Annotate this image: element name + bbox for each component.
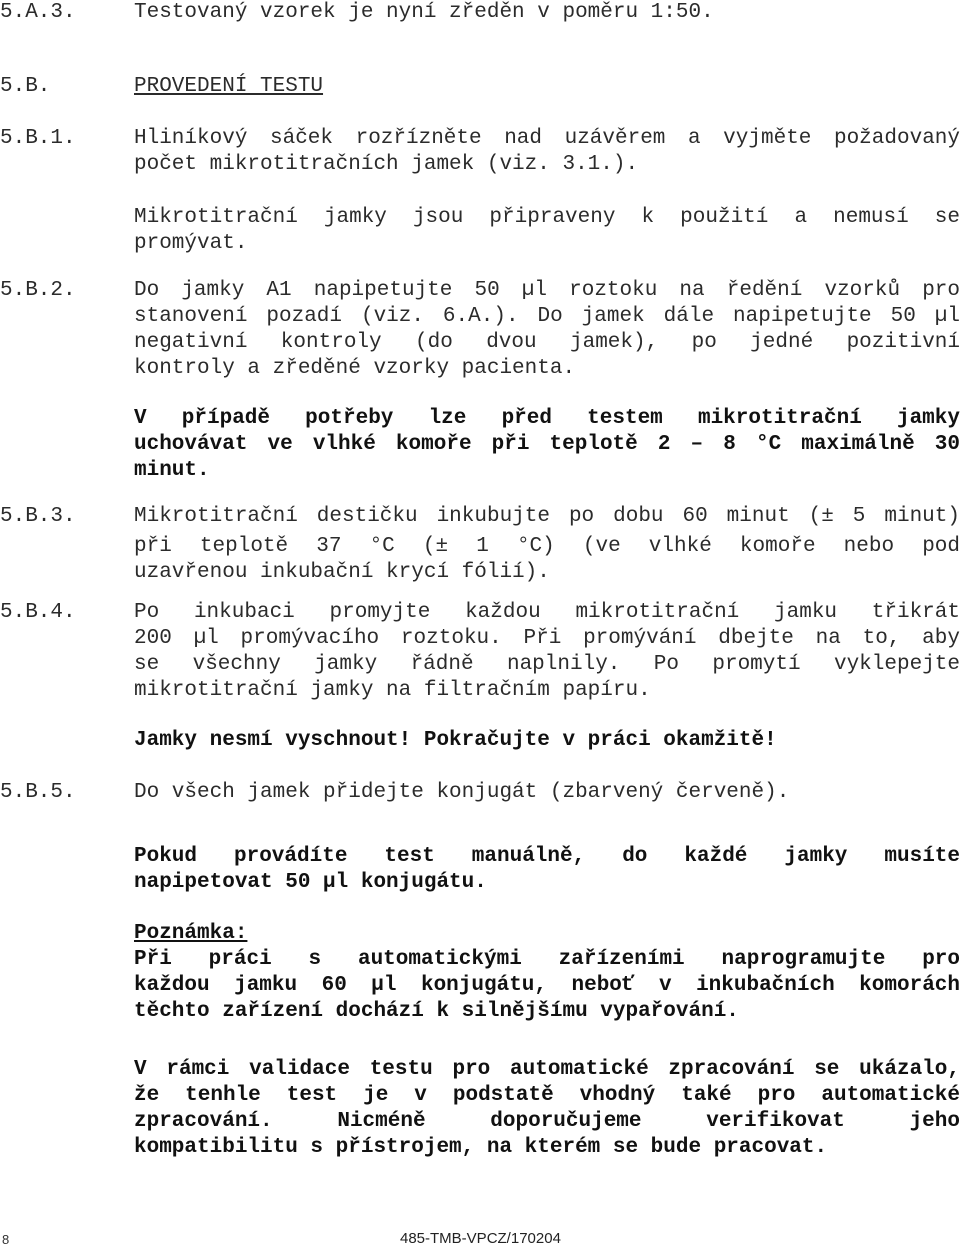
section-line: uzavřenou inkubační krycí fólií). <box>134 561 550 584</box>
note-line: V rámci validace testu pro automatické zpracování se ukázalo, <box>134 1058 960 1081</box>
section-line: Mikrotitrační destičku inkubujte po dobu 60 minut (± 5 minut) <box>134 505 960 528</box>
note-line: Při práci s automatickými zařízeními naprogramujte pro <box>134 948 960 971</box>
bold-warning-line: minut. <box>134 459 210 482</box>
section-line: stanovení pozadí (viz. 6.A.). Do jamek dále napipetujte 50 µl <box>134 305 960 328</box>
section-line: počet mikrotitračních jamek (viz. 3.1.). <box>134 153 639 176</box>
section-number: 5.B. <box>0 75 51 98</box>
bold-warning-line: Jamky nesmí vyschnout! Pokračujte v práci okamžitě! <box>134 729 777 752</box>
section-number: 5.B.3. <box>0 505 76 528</box>
section-line: mikrotitrační jamky na filtračním papíru. <box>134 679 651 702</box>
section-number: 5.B.1. <box>0 127 76 150</box>
section-line: se všechny jamky řádně naplnily. Po promytí vyklepejte <box>134 653 960 676</box>
note-line: těchto zařízení dochází k silnějšímu vypařování. <box>134 1000 739 1023</box>
bold-warning-line: V případě potřeby lze před testem mikrotitrační jamky <box>134 407 960 430</box>
bold-warning-line: napipetovat 50 µl konjugátu. <box>134 871 487 894</box>
section-number: 5.B.4. <box>0 601 76 624</box>
section-note-line: promývat. <box>134 232 248 255</box>
section-line: Do jamky A1 napipetujte 50 µl roztoku na ředění vzorků pro <box>134 279 960 302</box>
page-number: 8 <box>2 1232 10 1247</box>
section-number: 5.B.5. <box>0 781 76 804</box>
bold-warning-line: uchovávat ve vlhké komoře při teplotě 2 – 8 °C maximálně 30 <box>134 433 960 456</box>
section-line: kontroly a zředěné vzorky pacienta. <box>134 357 576 380</box>
section-line: Hliníkový sáček rozřízněte nad uzávěrem a vyjměte požadovaný <box>134 127 960 150</box>
section-note-line: Mikrotitrační jamky jsou připraveny k použití a nemusí se <box>134 206 960 229</box>
note-heading: Poznámka: <box>134 922 248 945</box>
note-line: že tenhle test je v podstatě vhodný také pro automatické <box>134 1084 960 1107</box>
section-line: negativní kontroly (do dvou jamek), po jedné pozitivní <box>134 331 960 354</box>
note-line: zpracování. Nicméně doporučujeme verifikovat jeho <box>134 1110 960 1133</box>
section-line: Do všech jamek přidejte konjugát (zbarvený červeně). <box>134 781 790 804</box>
section-line: při teplotě 37 °C (± 1 °C) (ve vlhké komoře nebo pod <box>134 535 960 558</box>
section-title: PROVEDENÍ TESTU <box>134 75 324 98</box>
bold-warning-line: Pokud provádíte test manuálně, do každé jamky musíte <box>134 845 960 868</box>
section-number: 5.A.3. <box>0 1 76 24</box>
note-line: kompatibilitu s přístrojem, na kterém se bude pracovat. <box>134 1136 828 1159</box>
section-number: 5.B.2. <box>0 279 76 302</box>
section-text: Testovaný vzorek je nyní zředěn v poměru 1:50. <box>134 1 714 24</box>
note-line: každou jamku 60 µl konjugátu, neboť v inkubačních komorách <box>134 974 960 997</box>
section-line: Po inkubaci promyjte každou mikrotitrační jamku třikrát <box>134 601 960 624</box>
section-line: 200 µl promývacího roztoku. Při promývání dbejte na to, aby <box>134 627 960 650</box>
document-code: 485-TMB-VPCZ/170204 <box>400 1230 561 1247</box>
